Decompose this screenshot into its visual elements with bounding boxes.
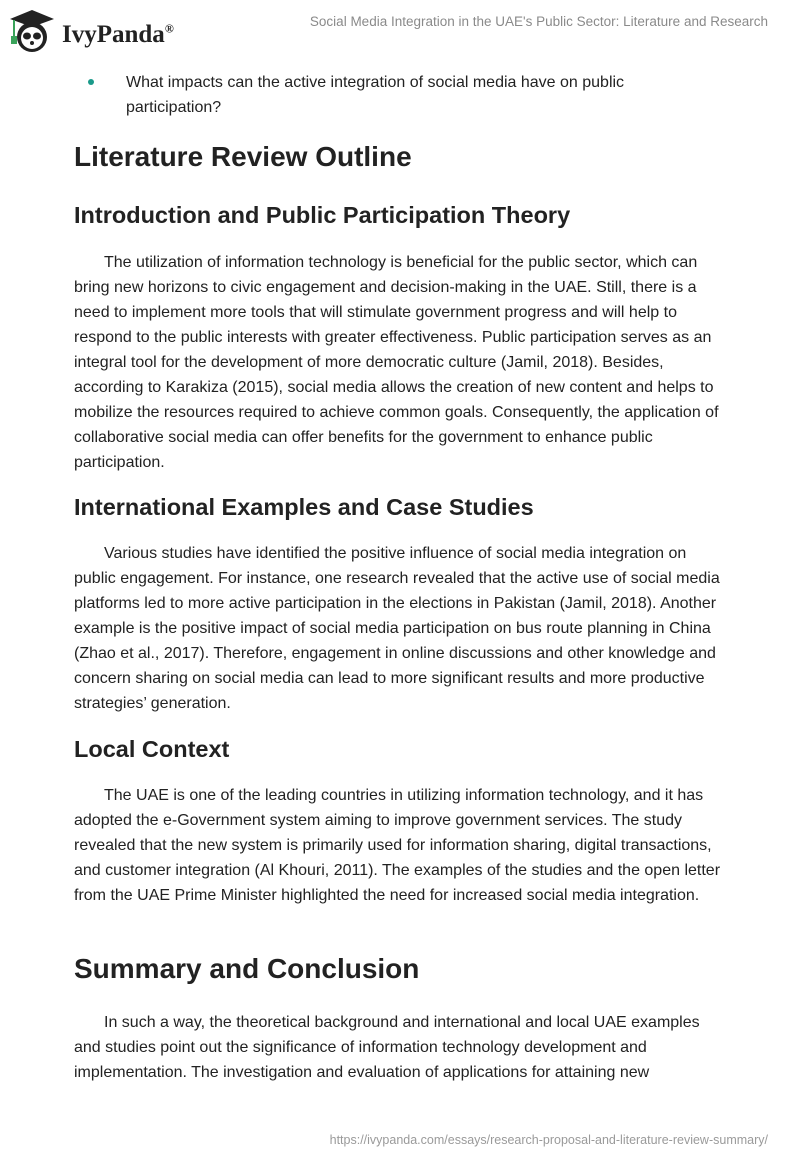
- brand-name: [62, 21, 174, 49]
- panda-graduate-icon: [8, 8, 56, 54]
- paragraph-local-context: The UAE is one of the leading countries in utilizing information technology, and it has adopted the e-Government system aiming to improve government services. The study revealed that the new system is primarily used for information sharing, digital transactions, and customer integration (Al Khouri, 2011). The examples of the studies and the open letter from the UAE Prime Minister highlighted the need for increased social media integration.: [74, 787, 721, 904]
- list-item-text: What impacts can the active integration of social media have on public participation?: [126, 74, 625, 116]
- brand-label: IvyPanda: [62, 21, 165, 48]
- paragraph-summary: In such a way, the theoretical background and international and local UAE examples and studies point out the significance of information technology development and implementation. The investigation and evaluation of applications for attaining new: [74, 1014, 700, 1081]
- paragraph-introduction: The utilization of information technology is beneficial for the public sector, which can bring new horizons to civic engagement and decision-making in the UAE. Still, there is a need to implement more tools that will stimulate government progress and will help to respond to the public interests with greater effectiveness. Public participation serves as an integral tool for the development of more democratic culture (Jamil, 2018). Besides, according to Karakiza (2015), social media allows the creation of new content and helps to mobilize the resources required to achieve common goals. Consequently, the application of collaborative social media can offer benefits for the government to enhance public participation.: [74, 254, 719, 471]
- heading-introduction: Introduction and Public Participation Theory: [74, 202, 571, 228]
- paragraph-international: Various studies have identified the positive influence of social media integration on public engagement. For instance, one research revealed that the active use of social media platforms led to more active participation in the elections in Pakistan (Jamil, 2018). Another example is the positive impact of social media participation on bus route planning in China (Zhao et al., 2017). Therefore, engagement in online discussions and other knowledge and concern sharing on social media can lead to more significant results and more productive strategies’ generation.: [74, 545, 720, 712]
- heading-local-context: Local Context: [74, 736, 230, 762]
- heading-literature-review: Literature Review Outline: [74, 141, 412, 172]
- heading-summary: Summary and Conclusion: [74, 953, 420, 984]
- source-url-link[interactable]: https://ivypanda.com/essays/research-proposal-and-literature-review-summary/: [329, 1133, 768, 1147]
- registered-mark: ®: [164, 21, 174, 36]
- bullet-icon: [88, 79, 94, 85]
- document-title: Social Media Integration in the UAE's Public Sector: Literature and Research: [309, 14, 768, 29]
- ivypanda-logo[interactable]: [8, 8, 174, 54]
- list-item: [88, 70, 688, 120]
- heading-international: International Examples and Case Studies: [74, 494, 534, 520]
